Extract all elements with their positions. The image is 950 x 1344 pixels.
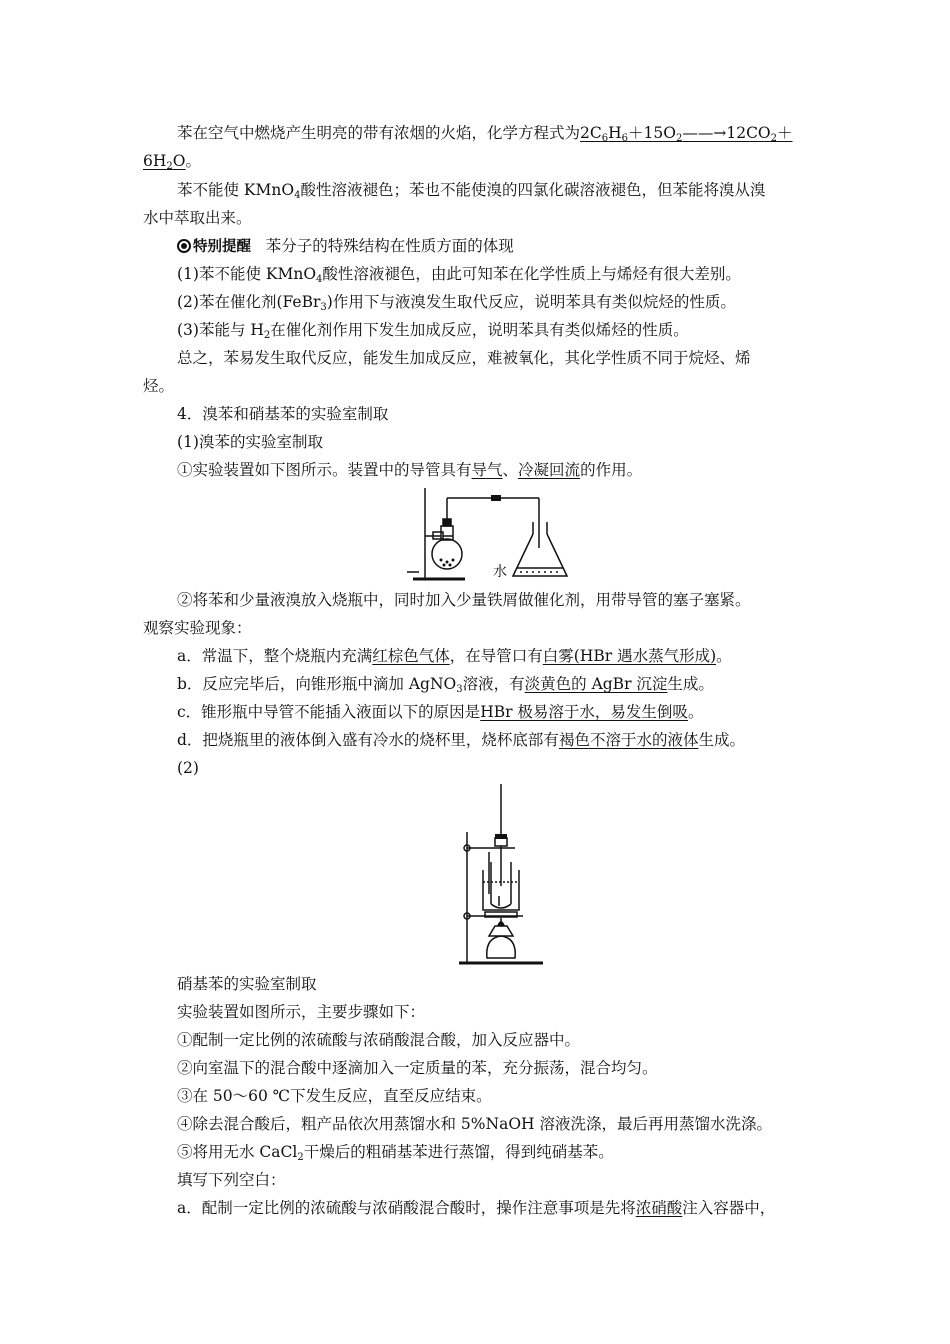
fill-in-prompt: 填写下列空白： [177, 1171, 286, 1189]
observation-a: a．常温下，整个烧瓶内充满红棕色气体，在导管口有白雾(HBr 遇水蒸气形成)。 [177, 647, 732, 665]
apparatus-note: ①实验装置如下图所示。装置中的导管具有导气、冷凝回流的作用。 [177, 461, 643, 479]
nitrobenzene-apparatus-figure [455, 782, 545, 968]
section-4-title: 4．溴苯和硝基苯的实验室制取 [177, 405, 389, 423]
property-line-2: 水中萃取出来。 [143, 209, 252, 227]
tip-heading: 特别提醒 苯分子的特殊结构在性质方面的体现 [177, 236, 514, 257]
nitrobenzene-subtitle-number: (2) [177, 759, 199, 777]
property-line-1: 苯不能使 KMnO$_4$酸性溶液褪色；苯也不能使溴的四氯化碳溶液褪色，但苯能将溴从溴 [177, 181, 766, 201]
step-3: ③在 50～60 ℃下发生反应，直至反应结束。 [177, 1087, 492, 1105]
step-2: ②向室温下的混合酸中逐滴加入一定质量的苯，充分振荡，混合均匀。 [177, 1059, 658, 1077]
water-label: 水 [493, 564, 507, 580]
procedure-line-1: ②将苯和少量液溴放入烧瓶中，同时加入少量铁屑做催化剂，用带导管的塞子塞紧。 [177, 591, 751, 609]
question-a: a．配制一定比例的浓硫酸与浓硝酸混合酸时，操作注意事项是先将浓硝酸注入容器中， [177, 1199, 776, 1217]
nitrobenzene-intro: 实验装置如图所示，主要步骤如下： [177, 1003, 426, 1021]
nitrobenzene-title: 硝基苯的实验室制取 [177, 975, 317, 993]
tip-item-1: (1)苯不能使 KMnO$_4$酸性溶液褪色，由此可知苯在化学性质上与烯烃有很大差别。 [177, 265, 741, 285]
observation-b: b．反应完毕后，向锥形瓶中滴加 AgNO$_3$溶液，有淡黄色的 AgBr 沉淀生成。 [177, 675, 714, 695]
step-5: ⑤将用无水 CaCl$_2$干燥后的粗硝基苯进行蒸馏，得到纯硝基苯。 [177, 1143, 614, 1163]
tip-summary-1: 总之，苯易发生取代反应，能发生加成反应，难被氧化，其化学性质不同于烷烃、烯 [177, 349, 751, 367]
combustion-equation-answer: $2C_6H_6+15O_2——\to 12CO_2+$ [580, 124, 793, 144]
tip-label: 特别提醒 [193, 239, 251, 255]
step-4: ④除去混合酸后，粗产品依次用蒸馏水和 5%NaOH 溶液洗涤，最后再用蒸馏水洗涤。 [177, 1115, 772, 1133]
observation-d: d．把烧瓶里的液体倒入盛有冷水的烧杯里，烧杯底部有褐色不溶于水的液体生成。 [177, 731, 745, 749]
tip-item-3: (3)苯能与 $H_2$在催化剂作用下发生加成反应，说明苯具有类似烯烃的性质。 [177, 321, 689, 341]
step-1: ①配制一定比例的浓硫酸与浓硝酸混合酸，加入反应器中。 [177, 1031, 581, 1049]
tip-summary-2: 烃。 [143, 377, 175, 395]
bromobenzene-subtitle: (1)溴苯的实验室制取 [177, 433, 323, 451]
combustion-line-2: $6H_2O$。 [143, 152, 201, 172]
tip-item-2: (2)苯在催化剂(FeBr$_3$)作用下与液溴发生取代反应，说明苯具有类似烷烃的性质。 [177, 293, 736, 313]
observation-c: c．锥形瓶中导管不能插入液面以下的原因是HBr 极易溶于水，易发生倒吸。 [177, 703, 704, 721]
tip-badge-icon [177, 239, 191, 253]
combustion-line-1: 苯在空气中燃烧产生明亮的带有浓烟的火焰，化学方程式为$2C_6H_6+15O_2——\to 12CO_2+$ [177, 124, 793, 144]
procedure-line-2: 观察实验现象： [143, 619, 252, 637]
